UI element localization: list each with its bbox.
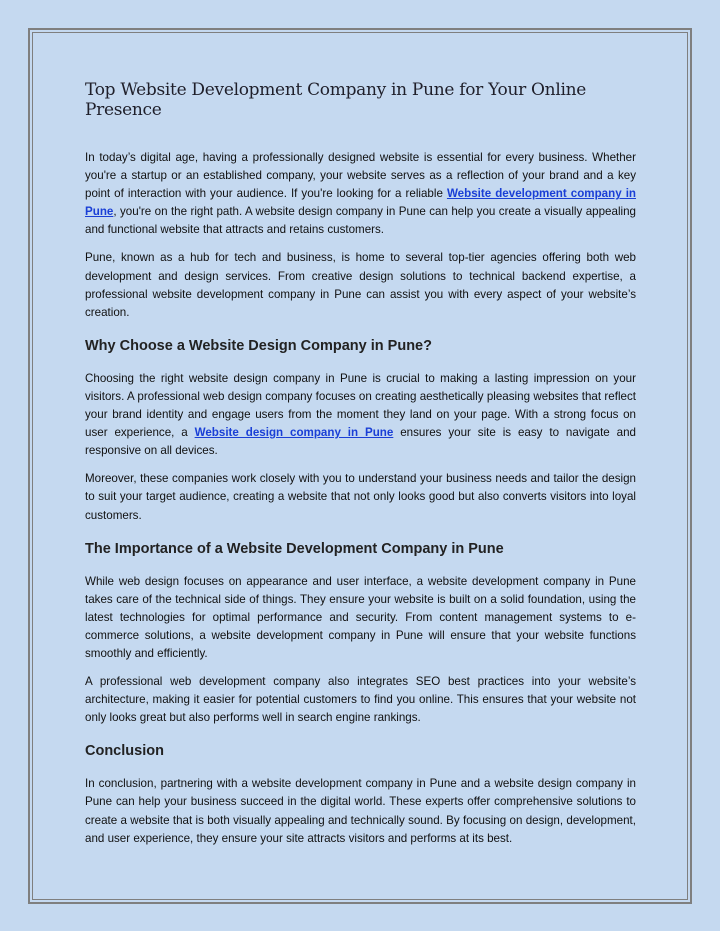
section-heading-why-choose: Why Choose a Website Design Company in Pune? (85, 337, 432, 354)
section1-p1-text-before: Choosing the right website design company in Pune is crucial to making a lasting impression on your visitors. A professional web design company focuses on creating aesthetically pleasing websites that reflect your brand identity and engage users from the moment they land on your page. With a strong focus on user experience, a (85, 371, 636, 440)
website-development-company-link[interactable]: Website development company in Pune (85, 187, 636, 219)
intro-p1-text-after: , you're on the right path. A website design company in Pune can help you create a visually appealing and functional website that attracts and retains customers. (85, 205, 636, 237)
document-body (85, 80, 636, 858)
section2-paragraph-1: While web design focuses on appearance and user interface, a website development company in Pune takes care of the technical side of things. They ensure your website is built on a solid foundation, using the latest technologies for optimal performance and security. From content management systems to e-commerce solutions, a website development company in Pune will ensure that your website functions smoothly and efficiently. (85, 574, 636, 660)
conclusion-paragraph: In conclusion, partnering with a website development company in Pune and a website design company in Pune can help your business succeed in the digital world. These experts offer comprehensive solutions to create a website that is both visually appealing and technically sound. By focusing on design, development, and user experience, they ensure your site attracts visitors and performs at its best. (85, 777, 636, 845)
section-heading-conclusion: Conclusion (85, 743, 164, 760)
website-design-company-link[interactable]: Website design company in Pune (194, 426, 394, 440)
section1-p1-text-after: ensures your site is easy to navigate and responsive on all devices. (85, 426, 636, 458)
intro-paragraph-1 (85, 149, 636, 239)
intro-p1-text-before: In today’s digital age, having a professionally designed website is essential for every business. Whether you're a startup or an established company, your website serves as a reflection of your brand and a key point of interaction with your audience. If you're looking for a reliable (85, 151, 636, 201)
section1-paragraph-2: Moreover, these companies work closely with you to understand your business needs and tailor the design to suit your target audience, creating a website that not only looks good but also converts visitors into loyal customers. (85, 472, 636, 522)
intro-paragraph-2: Pune, known as a hub for tech and business, is home to several top-tier agencies offering both web development and design services. From creative design solutions to technical backend expertise, a professional website development company in Pune can assist you with every aspect of your website’s creation. (85, 251, 636, 319)
section-heading-importance: The Importance of a Website Development Company in Pune (85, 540, 504, 557)
section2-paragraph-2: A professional web development company also integrates SEO best practices into your website’s architecture, making it easier for potential customers to find you online. This ensures that your website not only looks great but also performs well in search engine rankings. (85, 675, 636, 725)
section1-paragraph-1 (85, 370, 636, 460)
document-title: Top Website Development Company in Pune for Your Online Presence (85, 80, 587, 120)
